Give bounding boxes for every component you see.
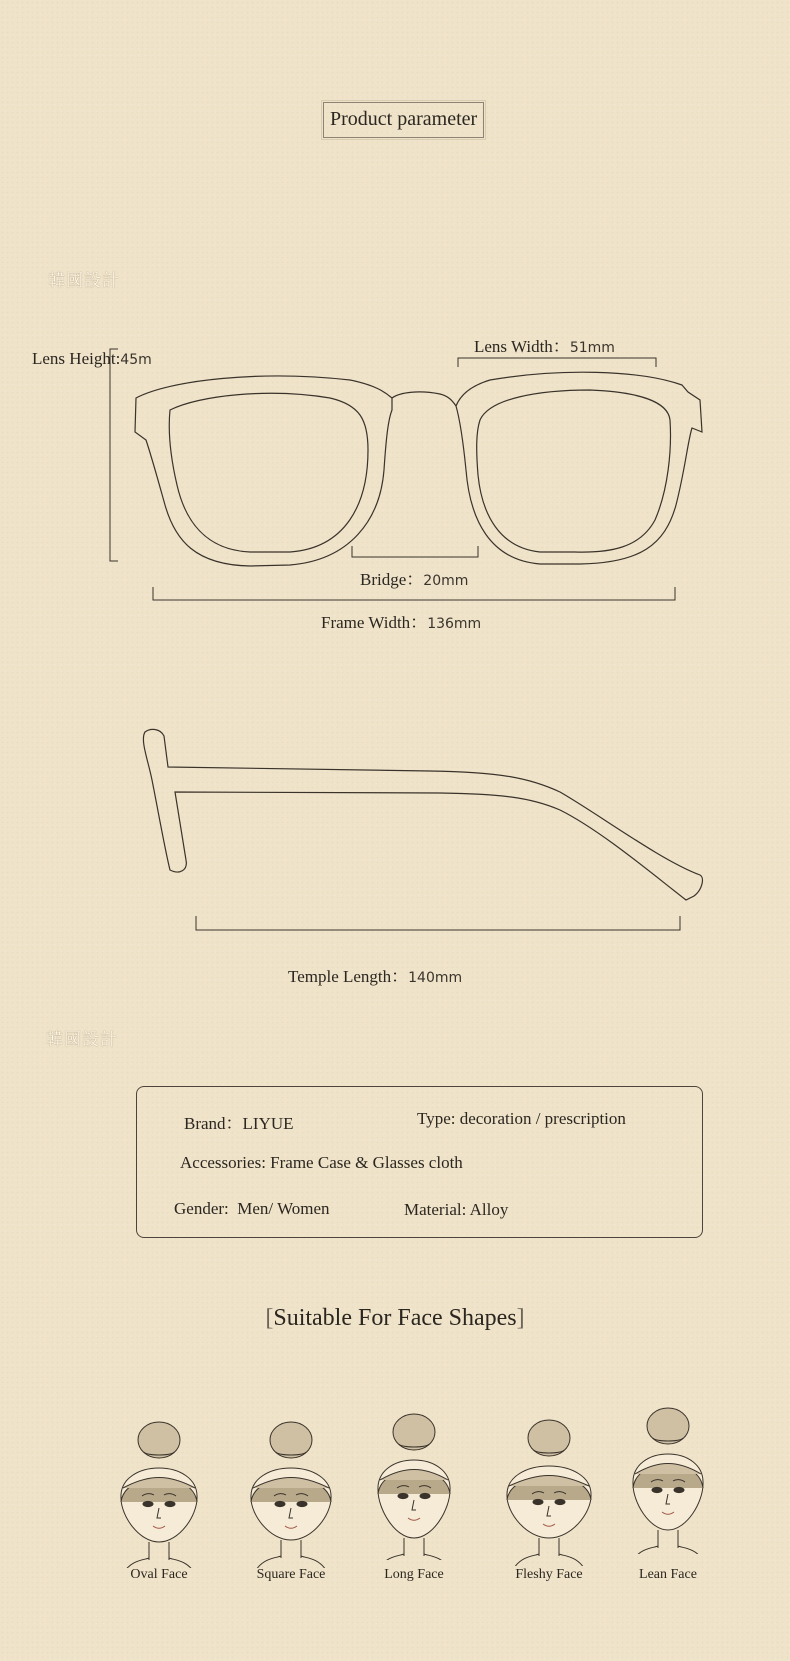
lens-height-dimension-line xyxy=(110,349,118,561)
spec-brand: Brand：LIYUE xyxy=(184,1114,294,1133)
frame-width-value: 136mm xyxy=(427,616,482,632)
spec-material: Material: Alloy xyxy=(404,1200,509,1219)
face-illustration-square xyxy=(236,1418,346,1568)
glasses-side-diagram xyxy=(0,720,790,980)
face-label-lean: Lean Face xyxy=(639,1567,697,1582)
spec-type-value: decoration / prescription xyxy=(459,1109,626,1128)
left-lens xyxy=(169,393,368,552)
spec-type: Type: decoration / prescription xyxy=(417,1109,626,1128)
page-title: Product parameter xyxy=(323,102,484,138)
spec-material-value: Alloy xyxy=(469,1200,509,1219)
face-illustration-long xyxy=(359,1410,469,1560)
spec-gender-value: Men/ Women xyxy=(237,1199,330,1218)
temple-length-dimension-line xyxy=(196,916,680,930)
watermark-logo: 韓國設計 xyxy=(46,1030,118,1050)
frame-width-label: Frame Width：136mm xyxy=(321,613,482,632)
face-label-square: Square Face xyxy=(256,1567,326,1582)
bridge-line xyxy=(392,392,456,406)
temple-outline xyxy=(143,729,702,900)
face-illustration-fleshy xyxy=(494,1416,604,1566)
bridge-label: Bridge：20mm xyxy=(360,570,469,589)
lens-width-label: Lens Width：51mm xyxy=(474,337,615,356)
lens-width-value: 51mm xyxy=(569,340,615,356)
face-illustration-lean xyxy=(613,1404,723,1554)
glasses-front-diagram xyxy=(0,0,790,640)
temple-length-value: 140mm xyxy=(408,970,463,986)
lens-height-label: Lens Height:45m xyxy=(32,349,152,368)
right-rim-outer xyxy=(456,372,702,564)
spec-gender: Gender: Men/ Women xyxy=(174,1199,330,1218)
watermark-logo: 韓國設計 xyxy=(48,271,120,291)
temple-length-label: Temple Length：140mm xyxy=(288,967,463,986)
face-label-fleshy: Fleshy Face xyxy=(515,1567,583,1582)
spec-brand-value: LIYUE xyxy=(242,1114,294,1133)
lens-height-value: 45m xyxy=(120,352,152,368)
right-lens xyxy=(477,390,671,552)
spec-accessories: Accessories: Frame Case & Glasses cloth xyxy=(180,1153,463,1172)
face-shapes-heading: [Suitable For Face Shapes] xyxy=(265,1305,525,1331)
spec-accessories-value: Frame Case & Glasses cloth xyxy=(270,1153,463,1172)
face-label-long: Long Face xyxy=(384,1567,444,1582)
lens-width-dimension-line xyxy=(458,358,656,367)
bridge-value: 20mm xyxy=(423,573,469,589)
face-illustration-oval xyxy=(104,1418,214,1568)
face-label-oval: Oval Face xyxy=(130,1567,188,1582)
bridge-dimension-line xyxy=(352,546,478,557)
